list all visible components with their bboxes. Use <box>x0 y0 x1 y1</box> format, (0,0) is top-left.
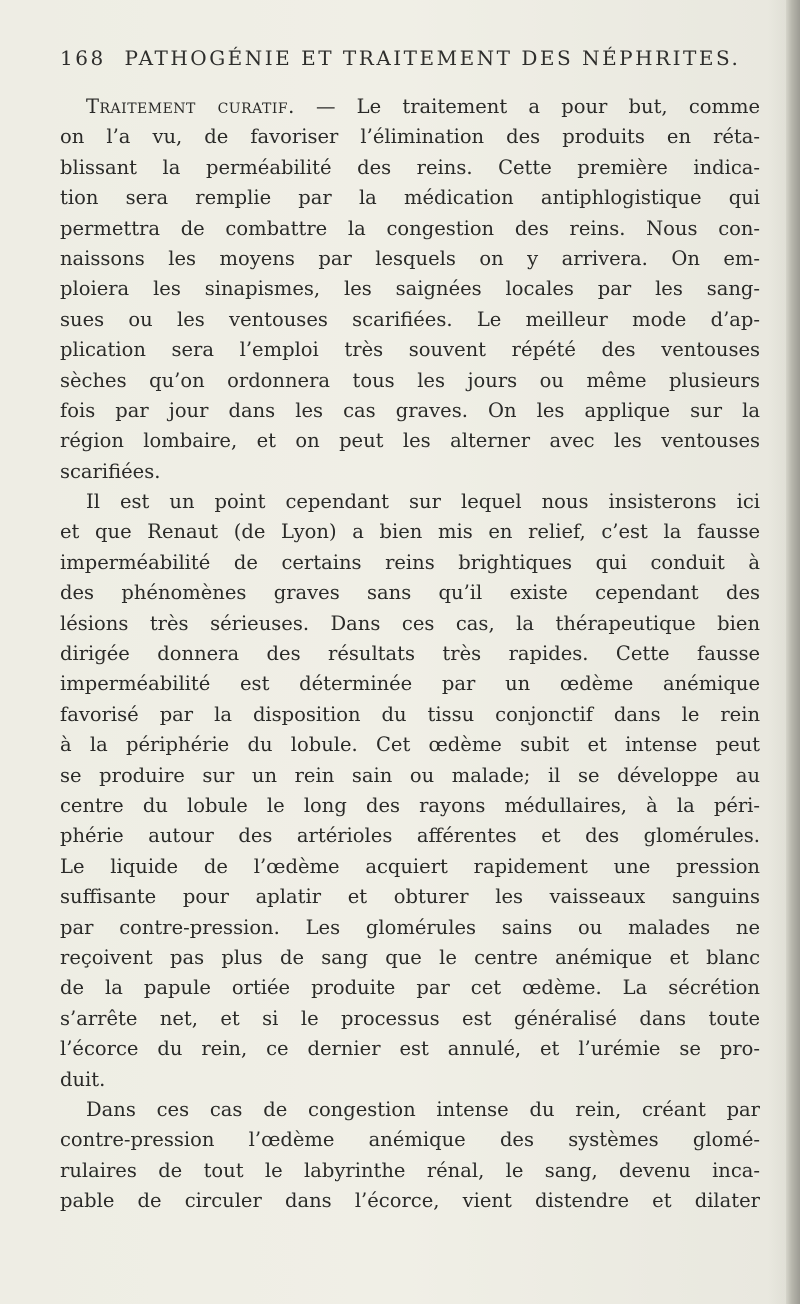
text-line: Traitement curatif. — Le traitement a pour but, comme <box>86 95 760 118</box>
text-line: fois par jour dans les cas graves. On les applique sur la <box>60 398 760 422</box>
text-line: dirigée donnera des résultats très rapides. Cette fausse <box>60 642 760 666</box>
text-line: permettra de combattre la congestion des reins. Nous con- <box>60 216 760 240</box>
text-line: naissons les moyens par lesquels on y arrivera. On em- <box>60 246 760 270</box>
text-line: blissant la perméabilité des reins. Cette première indica- <box>60 155 760 179</box>
text-line: scarifiées. <box>60 459 161 483</box>
running-header <box>60 46 760 70</box>
body-text <box>60 92 760 1216</box>
text-line: région lombaire, et on peut les alterner avec les ventouses <box>60 429 760 453</box>
text-line: imperméabilité est déterminée par un œdème anémique <box>60 672 760 696</box>
text-line: pable de circuler dans l’écorce, vient distendre et dilater <box>60 1189 760 1213</box>
text-line: lésions très sérieuses. Dans ces cas, la thérapeutique bien <box>60 611 760 635</box>
text-line: centre du lobule le long des rayons médullaires, à la péri- <box>60 793 760 817</box>
text-line: reçoivent pas plus de sang que le centre anémique et blanc <box>60 945 760 969</box>
text-line: plication sera l’emploi très souvent répété des ventouses <box>60 338 760 362</box>
text-line: Le liquide de l’œdème acquiert rapidement une pression <box>60 854 760 878</box>
text-line: rulaires de tout le labyrinthe rénal, le sang, devenu inca- <box>60 1158 760 1182</box>
text-line: par contre-pression. Les glomérules sains ou malades ne <box>60 915 760 939</box>
text-line: duit. <box>60 1067 106 1091</box>
text-line: et que Renaut (de Lyon) a bien mis en relief, c’est la fausse <box>60 520 760 544</box>
text-line: phérie autour des artérioles afférentes et des glomérules. <box>60 824 760 848</box>
text-line: des phénomènes graves sans qu’il existe cependant des <box>60 581 760 605</box>
text-line: suffisante pour aplatir et obturer les vaisseaux sanguins <box>60 885 760 909</box>
text-line: sèches qu’on ordonnera tous les jours ou même plusieurs <box>60 368 760 392</box>
section-heading: Traitement curatif. <box>86 95 295 118</box>
text-line: on l’a vu, de favoriser l’élimination des produits en réta- <box>60 125 760 149</box>
text-line: contre-pression l’œdème anémique des systèmes glomé- <box>60 1128 760 1152</box>
text-line: imperméabilité de certains reins brightiques qui conduit à <box>60 550 760 574</box>
text-line: Il est un point cependant sur lequel nous insisterons ici <box>86 490 760 514</box>
page-number: 168 <box>60 46 106 70</box>
text-line: à la périphérie du lobule. Cet œdème subit et intense peut <box>60 733 760 757</box>
text-line: favorisé par la disposition du tissu conjonctif dans le rein <box>60 702 760 726</box>
text-line: de la papule ortiée produite par cet œdème. La sécrétion <box>60 976 760 1000</box>
text-line: ploiera les sinapismes, les saignées locales par les sang- <box>60 277 760 301</box>
text-line: s’arrête net, et si le processus est généralisé dans toute <box>60 1006 760 1030</box>
text-line: tion sera remplie par la médication antiphlogistique qui <box>60 186 760 210</box>
text-line: sues ou les ventouses scarifiées. Le meilleur mode d’ap- <box>60 307 760 331</box>
page-edge-shadow <box>786 0 800 1304</box>
text-line: se produire sur un rein sain ou malade; il se développe au <box>60 763 760 787</box>
text-line: Dans ces cas de congestion intense du rein, créant par <box>86 1097 760 1121</box>
running-title: PATHOGÉNIE ET TRAITEMENT DES NÉPHRITES. <box>124 46 741 70</box>
text-line: l’écorce du rein, ce dernier est annulé, et l’urémie se pro- <box>60 1037 760 1061</box>
